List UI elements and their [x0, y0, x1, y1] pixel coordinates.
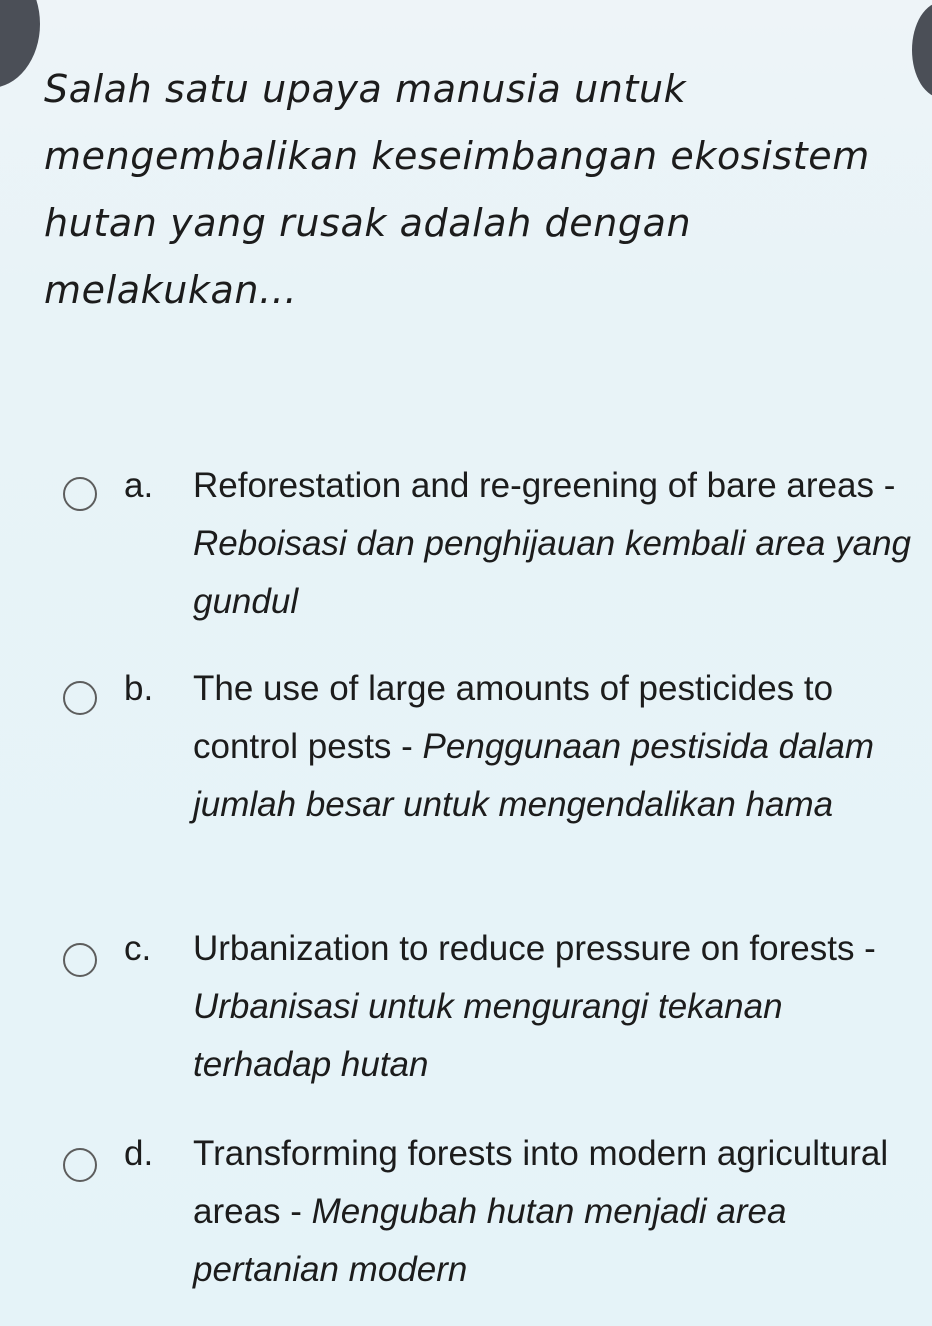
option-text-english: Urbanization to reduce pressure on forests -	[193, 929, 876, 968]
option-label	[193, 1125, 913, 1299]
option-label	[193, 920, 913, 1094]
option-text-indonesian: Mengubah hutan menjadi area pertanian modern	[193, 1192, 787, 1289]
option-text-english: The use of large amounts of pesticides to control pests -	[193, 669, 834, 766]
option-text-indonesian: Penggunaan pestisida dalam jumlah besar untuk mengendalikan hama	[193, 727, 874, 824]
radio-unselected-icon[interactable]	[63, 943, 97, 977]
option-letter: d.	[124, 1134, 154, 1173]
option-label	[193, 660, 913, 834]
question-text: Salah satu upaya manusia untuk mengembalikan keseimbangan ekosistem hutan yang rusak adalah dengan melakukan...	[44, 67, 870, 312]
option-text-english: Transforming forests into modern agricultural areas -	[193, 1134, 889, 1231]
option-letter: b.	[124, 669, 154, 708]
option-text-english: Reforestation and re-greening of bare areas -	[193, 466, 896, 505]
option-label	[193, 457, 913, 631]
option-text-indonesian: Reboisasi dan penghijauan kembali area yang gundul	[193, 524, 911, 621]
option-letter: c.	[124, 929, 152, 968]
radio-unselected-icon[interactable]	[63, 1148, 97, 1182]
radio-unselected-icon[interactable]	[63, 477, 97, 511]
corner-decoration-right	[912, 2, 932, 98]
radio-unselected-icon[interactable]	[63, 681, 97, 715]
corner-decoration-left	[0, 0, 40, 88]
option-text-indonesian: Urbanisasi untuk mengurangi tekanan terhadap hutan	[193, 987, 783, 1084]
option-letter: a.	[124, 466, 154, 505]
